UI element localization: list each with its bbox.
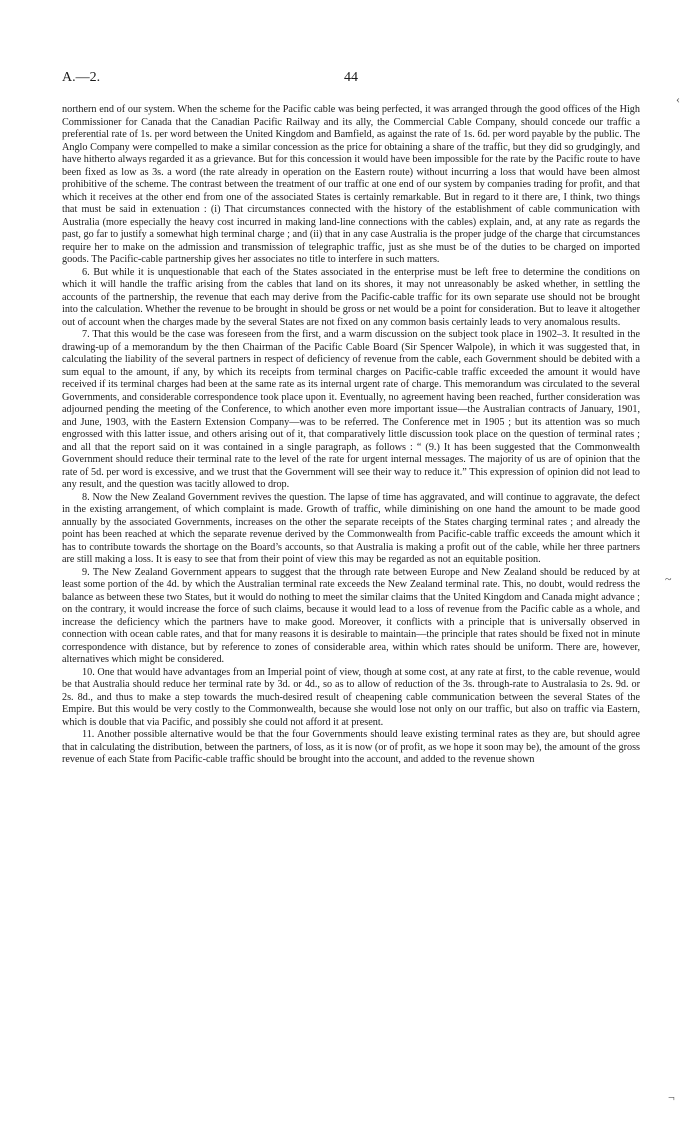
margin-mark: ~ (665, 572, 672, 586)
page-header (62, 70, 640, 90)
paragraph-continuation: northern end of our system. When the scheme for the Pacific cable was being perfected, it was arranged through the good offices of the High Commissioner for Canada that the Canadian Pacific Railway and its ally, the Commercial Cable Company, should concede our traffic a preferential rate of 1s. per word between the United Kingdom and Bamfield, as against the rate of 1s. 6d. per word payable by the public. The Anglo Company were compelled to make a similar concession as the price for obtaining a share of the traffic, but they did so grudgingly, and have hitherto always regarded it as a grievance. But for this concession it would have been impossible for the rate by the Pacific route to have been fixed as low as 3s. a word (the rate already in operation on the Eastern route) without incurring a loss that would have been almost prohibitive of the scheme. The contrast between the treatment of our traffic at one end of our system by companies trading for profit, and that which it receives at the other end from one of the associated States is certainly remarkable. But in regard to it there are, I think, two things that must be said in extenuation : (i) That circumstances connected with the history of the establishment of cable communication with Australia (more especially the heavy cost incurred in making land-line connections with the cables) explain, and, at any rate as regards the past, go far to justify a somewhat high terminal charge ; and (ii) that in any case Australia is the proper judge of the charge that circumstances require her to make on the admission and transmission of telegraphic traffic, just as she must be of the duties to be charged on imported goods. The Pacific-cable partnership gives her associates no title to interfere in such matters. (62, 104, 640, 265)
body-text (62, 104, 640, 767)
paragraph-9: 9. The New Zealand Government appears to suggest that the through rate between Europe and New Zealand should be reduced by at least some portion of the 4d. by which the Australian terminal rate exceeds the New Zealand terminal rate. This, no doubt, would redress the balance as between these two States, but it would do nothing to meet the similar claims that the United Kingdom and Canada might advance ; on the contrary, it would increase the force of such claims, because it would lead to a loss of revenue from the Pacific cable as a whole, and increase the deficiency which the partners have to make good. Moreover, it conflicts with a principle that is universally observed in connection with ocean cable rates, and that for many reasons it is desirable to maintain—the principle that rates should be fixed not in minute correspondence with distance, but by reference to zones of considerable area, within which rates should be uniform. There are, however, alternatives which might be considered. (62, 566, 640, 665)
paragraph-11: 11. Another possible alternative would be that the four Governments should leave existing terminal rates as they are, but should agree that in calculating the distribution, between the partners, of loss, as it is now (or of profit, as we hope it soon may be), the amount of the gross revenue of each State from Pacific-cable traffic should be brought into the account, and added to the revenue shown (62, 729, 640, 765)
document-reference: A.—2. (62, 70, 101, 85)
paragraph-6: 6. But while it is unquestionable that each of the States associated in the enterprise must be left free to determine the conditions on which it will handle the traffic arising from the cables that land on its shores, it may not unreasonably be asked whether, in settling the accounts of the partnership, the revenue that each may derive from the Pacific-cable traffic for its own separate use should not be brought into the calculation. Whether the revenue to be brought in should be gross or net would be a point for consideration. But to leave it altogether out of account when the charges made by the several States are not fixed on any common basis certainly leads to very anomalous results. (62, 266, 640, 328)
paragraph-7: 7. That this would be the case was foreseen from the first, and a warm discussion on the subject took place in 1902–3. It resulted in the drawing-up of a memorandum by the then Chairman of the Pacific Cable Board (Sir Spencer Walpole), in which it was suggested that, in calculating the liability of the several partners in respect of deficiency of revenue from the cable, each Government should be debited with a sum equal to the amount, if any, by which its receipts from terminal charges on Pacific-cable traffic exceeded the amount it would have received if its terminal charges had been at the same rate as its internal urgent rate of charge. This memorandum was circulated to the several Governments, and considerable correspondence took place upon it. Eventually, no agreement having been reached, further consideration was adjourned pending the meeting of the Conference, to which another even more important issue—the Australian contracts of January, 1901, and June, 1903, with the Eastern Extension Company—was to be referred. The Conference met in 1905 ; but its attention was so much engrossed with this latter issue, and others arising out of it, that comparatively little discussion took place on the question of terminal rates ; and all that the report said on it was contained in a single paragraph, as follows : “ (9.) It has been suggested that the Commonwealth Government should reduce their terminal rate to the level of the rate for urgent internal messages. The majority of us are of opinion that the rate of 5d. per word is excessive, and we trust that the Government will see their way to reduce it.” This expression of opinion did not lead to any result, and the question was tacitly allowed to drop. (62, 329, 640, 490)
page-number: 44 (344, 70, 358, 85)
paragraph-10: 10. One that would have advantages from an Imperial point of view, though at some cost, at any rate at first, to the cable revenue, would be that Australia should reduce her terminal rate by 3d. or 4d., so as to allow of reduction of the 3s. through-rate to Australasia to 2s. 9d. or 2s. 8d., and thus to make a step towards the much-desired result of cheapening cable communication between the several States of the Empire. But this would be very costly to the Commonwealth, because she would lose not only on our traffic, but also on traffic via Eastern, which is double that via Pacific, and possibly she could not afford it at present. (62, 666, 640, 728)
margin-mark: ‹ (676, 92, 680, 106)
margin-mark: ¬ (668, 1090, 675, 1104)
paragraph-8: 8. Now the New Zealand Government revives the question. The lapse of time has aggravated, and will continue to aggravate, the defect in the existing arrangement, of which complaint is made. Growth of traffic, while diminishing on one hand the amount to be made good annually by the associated Governments, increases on the other the separate receipts of the States charging terminal rates ; and already the point has been reached at which the separate revenue derived by the Commonwealth from Pacific-cable traffic exceeds the amount which it has to contribute towards the shortage on the Board’s accounts, so that Australia is making a profit out of the cable, while her three partners are still making a loss. It is easy to see that from their point of view this may be regarded as not an equitable position. (62, 491, 640, 565)
